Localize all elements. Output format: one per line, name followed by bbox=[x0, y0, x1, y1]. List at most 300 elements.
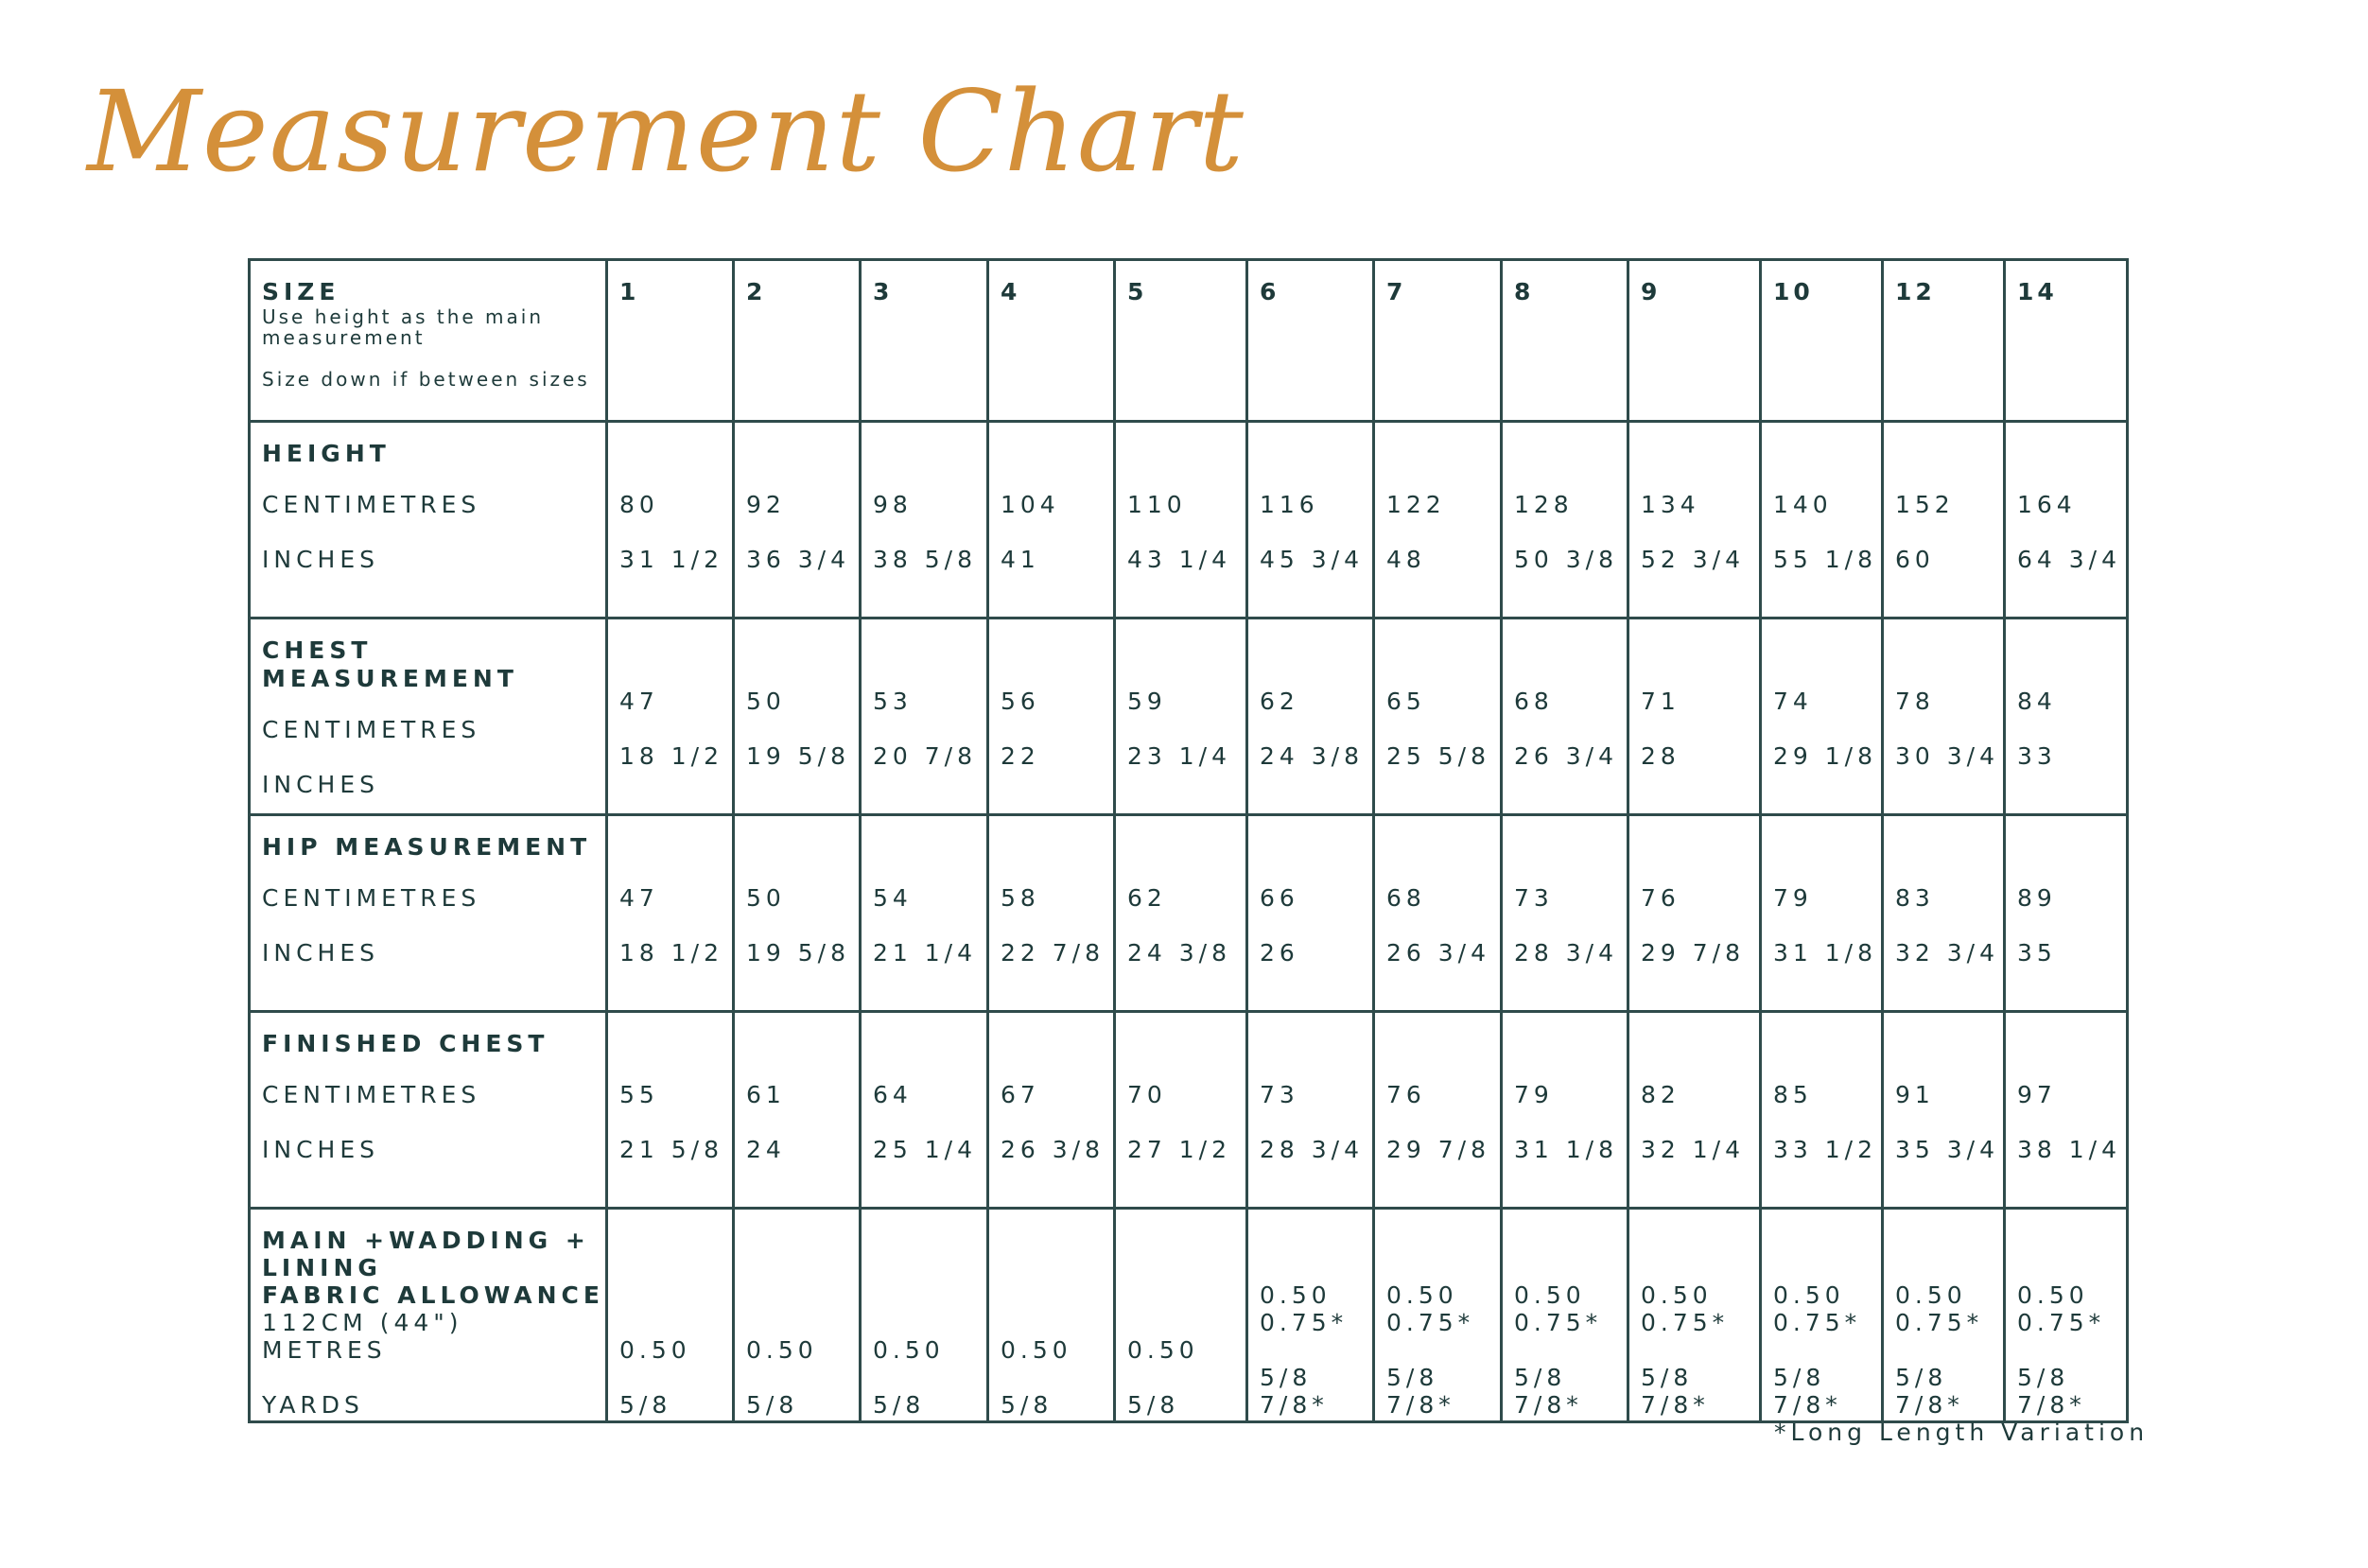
centimetres-value: 128 bbox=[1514, 491, 1574, 518]
size-header-wrap bbox=[989, 261, 1113, 306]
inches-value: 29 7/8 bbox=[1386, 1136, 1490, 1163]
centimetres-value: 64 bbox=[873, 1081, 913, 1108]
yards-value: 5/8 bbox=[1641, 1364, 1694, 1391]
metres-long-value: 0.75* bbox=[1641, 1309, 1730, 1336]
metres-value: 0.50 bbox=[1773, 1281, 1845, 1309]
inches-value: 25 1/4 bbox=[873, 1136, 977, 1163]
centimetres-value: 61 bbox=[746, 1081, 786, 1108]
centimetres-value: 65 bbox=[1386, 688, 1426, 715]
value-cell bbox=[1502, 815, 1628, 1012]
centimetres-value: 73 bbox=[1514, 884, 1554, 912]
value-wrap bbox=[2006, 816, 2126, 981]
centimetres-value: 104 bbox=[1001, 491, 1060, 518]
size-header-wrap bbox=[1116, 261, 1245, 306]
size-number: 7 bbox=[1386, 278, 1407, 305]
section-label-cell bbox=[250, 422, 607, 618]
value-wrap bbox=[1762, 816, 1881, 981]
inches-value: 32 1/4 bbox=[1641, 1136, 1745, 1163]
fabric-value-cell bbox=[1883, 1209, 2005, 1422]
size-label-wrap bbox=[251, 261, 605, 390]
inches-value: 24 bbox=[746, 1136, 786, 1163]
inches-value: 55 1/8 bbox=[1773, 546, 1877, 573]
value-cell bbox=[1247, 1012, 1374, 1209]
metres-value: 0.50 bbox=[1641, 1281, 1713, 1309]
section-label-cell bbox=[250, 1012, 607, 1209]
metres-label: METRES bbox=[262, 1336, 387, 1364]
size-header-wrap bbox=[1884, 261, 2003, 306]
centimetres-value: 79 bbox=[1773, 884, 1813, 912]
centimetres-label: CENTIMETRES bbox=[262, 716, 481, 743]
value-cell bbox=[734, 618, 861, 815]
centimetres-value: 71 bbox=[1641, 688, 1680, 715]
section-row bbox=[250, 1012, 2128, 1209]
metres-value: 0.50 bbox=[1895, 1281, 1967, 1309]
value-cell bbox=[1761, 1012, 1883, 1209]
section-label-cell bbox=[250, 815, 607, 1012]
value-cell bbox=[861, 618, 988, 815]
value-cell bbox=[1761, 815, 1883, 1012]
size-header-cell bbox=[1628, 260, 1761, 422]
value-cell bbox=[1628, 815, 1761, 1012]
inches-value: 26 3/4 bbox=[1386, 939, 1490, 967]
centimetres-value: 98 bbox=[873, 491, 913, 518]
size-header-cell bbox=[1115, 260, 1247, 422]
yards-value: 5/8 bbox=[1001, 1391, 1053, 1419]
fabric-value-wrap bbox=[862, 1210, 986, 1419]
value-wrap bbox=[862, 619, 986, 784]
value-wrap bbox=[989, 619, 1113, 784]
value-wrap bbox=[1116, 816, 1245, 981]
inches-value: 36 3/4 bbox=[746, 546, 850, 573]
centimetres-value: 47 bbox=[619, 884, 659, 912]
value-cell bbox=[607, 815, 734, 1012]
value-cell bbox=[1502, 618, 1628, 815]
value-cell bbox=[1374, 618, 1502, 815]
value-wrap bbox=[1248, 1013, 1372, 1177]
value-cell bbox=[607, 1012, 734, 1209]
inches-value: 60 bbox=[1895, 546, 1935, 573]
value-wrap bbox=[608, 816, 732, 981]
fabric-label-cell bbox=[250, 1209, 607, 1422]
fabric-value-cell bbox=[734, 1209, 861, 1422]
inches-value: 38 1/4 bbox=[2017, 1136, 2121, 1163]
size-header-cell bbox=[607, 260, 734, 422]
value-cell bbox=[1502, 422, 1628, 618]
value-wrap bbox=[735, 423, 859, 587]
centimetres-value: 97 bbox=[2017, 1081, 2057, 1108]
centimetres-value: 84 bbox=[2017, 688, 2057, 715]
metres-value: 0.50 bbox=[873, 1336, 945, 1364]
inches-value: 26 bbox=[1260, 939, 1299, 967]
size-header-cell bbox=[1247, 260, 1374, 422]
size-header-cell bbox=[2005, 260, 2128, 422]
inches-value: 27 1/2 bbox=[1127, 1136, 1231, 1163]
yards-long-value: 7/8* bbox=[1641, 1391, 1710, 1419]
metres-value: 0.50 bbox=[1127, 1336, 1199, 1364]
inches-value: 21 5/8 bbox=[619, 1136, 723, 1163]
size-header-wrap bbox=[1248, 261, 1372, 306]
value-wrap bbox=[608, 1013, 732, 1177]
fabric-value-cell bbox=[607, 1209, 734, 1422]
inches-value: 26 3/8 bbox=[1001, 1136, 1105, 1163]
size-number: 14 bbox=[2017, 278, 2058, 305]
size-number: 4 bbox=[1001, 278, 1021, 305]
value-cell bbox=[988, 1012, 1115, 1209]
value-wrap bbox=[1884, 816, 2003, 981]
inches-value: 30 3/4 bbox=[1895, 742, 1999, 770]
size-label: SIZE bbox=[262, 278, 340, 305]
size-number: 3 bbox=[873, 278, 894, 305]
value-cell bbox=[861, 1012, 988, 1209]
inches-value: 45 3/4 bbox=[1260, 546, 1364, 573]
section-row bbox=[250, 618, 2128, 815]
inches-value: 20 7/8 bbox=[873, 742, 977, 770]
centimetres-value: 85 bbox=[1773, 1081, 1813, 1108]
page-title: Measurement Chart bbox=[87, 66, 1245, 197]
size-number: 8 bbox=[1514, 278, 1535, 305]
inches-value: 19 5/8 bbox=[746, 939, 850, 967]
fabric-row bbox=[250, 1209, 2128, 1422]
inches-value: 21 1/4 bbox=[873, 939, 977, 967]
fabric-title-3: FABRIC ALLOWANCE bbox=[262, 1281, 604, 1309]
fabric-value-cell bbox=[1761, 1209, 1883, 1422]
value-cell bbox=[1115, 422, 1247, 618]
section-title: CHEST MEASUREMENT bbox=[262, 636, 518, 692]
value-cell bbox=[988, 422, 1115, 618]
size-header-wrap bbox=[862, 261, 986, 306]
inches-value: 19 5/8 bbox=[746, 742, 850, 770]
centimetres-label: CENTIMETRES bbox=[262, 1081, 481, 1108]
value-cell bbox=[2005, 815, 2128, 1012]
value-cell bbox=[734, 1012, 861, 1209]
inches-value: 22 bbox=[1001, 742, 1040, 770]
yards-value: 5/8 bbox=[1260, 1364, 1313, 1391]
value-cell bbox=[1883, 1012, 2005, 1209]
centimetres-value: 82 bbox=[1641, 1081, 1680, 1108]
metres-value: 0.50 bbox=[746, 1336, 818, 1364]
fabric-value-wrap bbox=[1884, 1210, 2003, 1419]
inches-value: 33 1/2 bbox=[1773, 1136, 1877, 1163]
value-cell bbox=[734, 815, 861, 1012]
fabric-value-cell bbox=[1374, 1209, 1502, 1422]
metres-value: 0.50 bbox=[1386, 1281, 1458, 1309]
inches-label: INCHES bbox=[262, 939, 379, 967]
value-wrap bbox=[1503, 1013, 1627, 1177]
centimetres-value: 53 bbox=[873, 688, 913, 715]
inches-value: 28 3/4 bbox=[1514, 939, 1618, 967]
metres-value: 0.50 bbox=[2017, 1281, 2089, 1309]
fabric-value-cell bbox=[861, 1209, 988, 1422]
centimetres-label: CENTIMETRES bbox=[262, 884, 481, 912]
value-wrap bbox=[1884, 619, 2003, 784]
value-cell bbox=[734, 422, 861, 618]
value-cell bbox=[1247, 618, 1374, 815]
size-header-wrap bbox=[608, 261, 732, 306]
section-label-wrap bbox=[251, 423, 605, 587]
section-title: HEIGHT bbox=[262, 440, 391, 467]
value-cell bbox=[1115, 1012, 1247, 1209]
size-header-wrap bbox=[1762, 261, 1881, 306]
value-wrap bbox=[2006, 619, 2126, 784]
value-wrap bbox=[1762, 619, 1881, 784]
yards-value: 5/8 bbox=[873, 1391, 926, 1419]
yards-value: 5/8 bbox=[746, 1391, 799, 1419]
yards-value: 5/8 bbox=[619, 1391, 672, 1419]
inches-label: INCHES bbox=[262, 771, 379, 798]
yards-value: 5/8 bbox=[1773, 1364, 1826, 1391]
fabric-title-1: MAIN +WADDING + bbox=[262, 1227, 590, 1254]
value-wrap bbox=[1116, 423, 1245, 587]
inches-value: 22 7/8 bbox=[1001, 939, 1105, 967]
inches-label: INCHES bbox=[262, 1136, 379, 1163]
size-header-cell bbox=[861, 260, 988, 422]
value-cell bbox=[988, 815, 1115, 1012]
value-wrap bbox=[1762, 1013, 1881, 1177]
metres-value: 0.50 bbox=[1514, 1281, 1586, 1309]
value-wrap bbox=[1248, 619, 1372, 784]
centimetres-value: 83 bbox=[1895, 884, 1935, 912]
value-wrap bbox=[1629, 619, 1759, 784]
metres-value: 0.50 bbox=[1260, 1281, 1332, 1309]
centimetres-value: 59 bbox=[1127, 688, 1167, 715]
value-cell bbox=[607, 618, 734, 815]
size-header-wrap bbox=[1375, 261, 1500, 306]
inches-value: 23 1/4 bbox=[1127, 742, 1231, 770]
fabric-value-cell bbox=[1247, 1209, 1374, 1422]
value-wrap bbox=[989, 1013, 1113, 1177]
fabric-value-wrap bbox=[1248, 1210, 1372, 1419]
value-wrap bbox=[1116, 1013, 1245, 1177]
centimetres-value: 122 bbox=[1386, 491, 1446, 518]
value-cell bbox=[1374, 815, 1502, 1012]
section-title: HIP MEASUREMENT bbox=[262, 833, 592, 861]
yards-long-value: 7/8* bbox=[1895, 1391, 1964, 1419]
size-number: 5 bbox=[1127, 278, 1148, 305]
value-wrap bbox=[1762, 423, 1881, 587]
centimetres-value: 62 bbox=[1260, 688, 1299, 715]
inches-value: 26 3/4 bbox=[1514, 742, 1618, 770]
metres-long-value: 0.75* bbox=[1386, 1309, 1475, 1336]
fabric-width: 112CM (44") bbox=[262, 1309, 463, 1336]
value-cell bbox=[607, 422, 734, 618]
size-number: 1 bbox=[619, 278, 640, 305]
fabric-value-wrap bbox=[1503, 1210, 1627, 1419]
size-header-wrap bbox=[1503, 261, 1627, 306]
footnote: *Long Length Variation bbox=[1774, 1419, 2150, 1446]
value-cell bbox=[1883, 815, 2005, 1012]
inches-value: 25 5/8 bbox=[1386, 742, 1490, 770]
value-wrap bbox=[989, 423, 1113, 587]
fabric-value-wrap bbox=[735, 1210, 859, 1419]
inches-value: 28 bbox=[1641, 742, 1680, 770]
centimetres-value: 76 bbox=[1386, 1081, 1426, 1108]
size-number: 12 bbox=[1895, 278, 1936, 305]
value-cell bbox=[1247, 815, 1374, 1012]
value-wrap bbox=[1248, 423, 1372, 587]
size-header-cell bbox=[1502, 260, 1628, 422]
size-note-main: Use height as the main measurement bbox=[262, 305, 545, 349]
inches-label: INCHES bbox=[262, 546, 379, 573]
fabric-value-wrap bbox=[1762, 1210, 1881, 1419]
metres-long-value: 0.75* bbox=[1260, 1309, 1349, 1336]
value-wrap bbox=[862, 1013, 986, 1177]
value-wrap bbox=[1629, 423, 1759, 587]
centimetres-value: 92 bbox=[746, 491, 786, 518]
centimetres-value: 152 bbox=[1895, 491, 1955, 518]
value-cell bbox=[861, 815, 988, 1012]
value-wrap bbox=[2006, 423, 2126, 587]
centimetres-value: 58 bbox=[1001, 884, 1040, 912]
metres-long-value: 0.75* bbox=[1514, 1309, 1603, 1336]
value-wrap bbox=[1375, 1013, 1500, 1177]
fabric-value-wrap bbox=[1375, 1210, 1500, 1419]
value-cell bbox=[988, 618, 1115, 815]
centimetres-label: CENTIMETRES bbox=[262, 491, 481, 518]
fabric-value-wrap bbox=[1629, 1210, 1759, 1419]
inches-value: 52 3/4 bbox=[1641, 546, 1745, 573]
centimetres-value: 66 bbox=[1260, 884, 1299, 912]
size-number: 9 bbox=[1641, 278, 1662, 305]
fabric-title-2: LINING bbox=[262, 1254, 382, 1281]
centimetres-value: 68 bbox=[1514, 688, 1554, 715]
size-number: 10 bbox=[1773, 278, 1814, 305]
inches-value: 35 3/4 bbox=[1895, 1136, 1999, 1163]
yards-long-value: 7/8* bbox=[1260, 1391, 1329, 1419]
centimetres-value: 134 bbox=[1641, 491, 1700, 518]
value-cell bbox=[2005, 1012, 2128, 1209]
size-header-cell bbox=[1761, 260, 1883, 422]
metres-value: 0.50 bbox=[619, 1336, 691, 1364]
value-wrap bbox=[1375, 423, 1500, 587]
centimetres-value: 140 bbox=[1773, 491, 1833, 518]
value-cell bbox=[1628, 618, 1761, 815]
fabric-value-wrap bbox=[608, 1210, 732, 1419]
centimetres-value: 73 bbox=[1260, 1081, 1299, 1108]
value-cell bbox=[1883, 618, 2005, 815]
value-cell bbox=[861, 422, 988, 618]
size-header-wrap bbox=[1629, 261, 1759, 306]
size-header-cell bbox=[734, 260, 861, 422]
inches-value: 35 bbox=[2017, 939, 2057, 967]
yards-long-value: 7/8* bbox=[1386, 1391, 1455, 1419]
section-label-cell bbox=[250, 618, 607, 815]
value-wrap bbox=[1884, 423, 2003, 587]
value-wrap bbox=[2006, 1013, 2126, 1177]
section-label-wrap bbox=[251, 816, 605, 981]
fabric-value-wrap bbox=[989, 1210, 1113, 1419]
metres-long-value: 0.75* bbox=[1773, 1309, 1862, 1336]
section-title: FINISHED CHEST bbox=[262, 1030, 549, 1057]
centimetres-value: 54 bbox=[873, 884, 913, 912]
value-wrap bbox=[608, 619, 732, 784]
value-wrap bbox=[1503, 423, 1627, 587]
value-wrap bbox=[862, 816, 986, 981]
centimetres-value: 70 bbox=[1127, 1081, 1167, 1108]
value-wrap bbox=[735, 816, 859, 981]
value-cell bbox=[1374, 1012, 1502, 1209]
metres-long-value: 0.75* bbox=[2017, 1309, 2106, 1336]
value-wrap bbox=[1503, 816, 1627, 981]
inches-value: 18 1/2 bbox=[619, 742, 723, 770]
inches-value: 38 5/8 bbox=[873, 546, 977, 573]
centimetres-value: 79 bbox=[1514, 1081, 1554, 1108]
header-row bbox=[250, 260, 2128, 422]
value-wrap bbox=[735, 1013, 859, 1177]
value-cell bbox=[2005, 618, 2128, 815]
value-wrap bbox=[1629, 816, 1759, 981]
size-header-wrap bbox=[735, 261, 859, 306]
centimetres-value: 67 bbox=[1001, 1081, 1040, 1108]
fabric-value-cell bbox=[1628, 1209, 1761, 1422]
value-wrap bbox=[1375, 816, 1500, 981]
size-header-wrap bbox=[2006, 261, 2126, 306]
value-wrap bbox=[1248, 816, 1372, 981]
inches-value: 31 1/2 bbox=[619, 546, 723, 573]
value-wrap bbox=[608, 423, 732, 587]
value-cell bbox=[1115, 815, 1247, 1012]
yards-long-value: 7/8* bbox=[2017, 1391, 2086, 1419]
inches-value: 33 bbox=[2017, 742, 2057, 770]
value-wrap bbox=[989, 816, 1113, 981]
centimetres-value: 76 bbox=[1641, 884, 1680, 912]
measurement-table bbox=[248, 258, 2129, 1423]
centimetres-value: 56 bbox=[1001, 688, 1040, 715]
value-cell bbox=[1247, 422, 1374, 618]
section-label-wrap bbox=[251, 1013, 605, 1177]
value-cell bbox=[1374, 422, 1502, 618]
yards-label: YARDS bbox=[262, 1391, 364, 1419]
value-wrap bbox=[1116, 619, 1245, 784]
yards-long-value: 7/8* bbox=[1514, 1391, 1583, 1419]
section-label-wrap bbox=[251, 619, 605, 812]
value-cell bbox=[1502, 1012, 1628, 1209]
value-cell bbox=[1883, 422, 2005, 618]
centimetres-value: 78 bbox=[1895, 688, 1935, 715]
size-header-cell bbox=[1374, 260, 1502, 422]
size-number: 2 bbox=[746, 278, 767, 305]
inches-value: 28 3/4 bbox=[1260, 1136, 1364, 1163]
value-wrap bbox=[1629, 1013, 1759, 1177]
inches-value: 24 3/8 bbox=[1260, 742, 1364, 770]
size-label-cell bbox=[250, 260, 607, 422]
value-cell bbox=[1628, 422, 1761, 618]
fabric-value-wrap bbox=[2006, 1210, 2126, 1419]
yards-value: 5/8 bbox=[2017, 1364, 2070, 1391]
size-number: 6 bbox=[1260, 278, 1280, 305]
section-row bbox=[250, 815, 2128, 1012]
value-wrap bbox=[862, 423, 986, 587]
value-cell bbox=[1115, 618, 1247, 815]
value-cell bbox=[1761, 422, 1883, 618]
inches-value: 29 1/8 bbox=[1773, 742, 1877, 770]
centimetres-value: 89 bbox=[2017, 884, 2057, 912]
fabric-value-wrap bbox=[1116, 1210, 1245, 1419]
inches-value: 29 7/8 bbox=[1641, 939, 1745, 967]
inches-value: 41 bbox=[1001, 546, 1040, 573]
size-header-cell bbox=[1883, 260, 2005, 422]
inches-value: 32 3/4 bbox=[1895, 939, 1999, 967]
fabric-label-wrap bbox=[251, 1210, 605, 1419]
inches-value: 43 1/4 bbox=[1127, 546, 1231, 573]
inches-value: 31 1/8 bbox=[1514, 1136, 1618, 1163]
centimetres-value: 62 bbox=[1127, 884, 1167, 912]
centimetres-value: 55 bbox=[619, 1081, 659, 1108]
fabric-value-cell bbox=[988, 1209, 1115, 1422]
inches-value: 64 3/4 bbox=[2017, 546, 2121, 573]
value-cell bbox=[2005, 422, 2128, 618]
size-header-cell bbox=[988, 260, 1115, 422]
fabric-value-cell bbox=[1115, 1209, 1247, 1422]
